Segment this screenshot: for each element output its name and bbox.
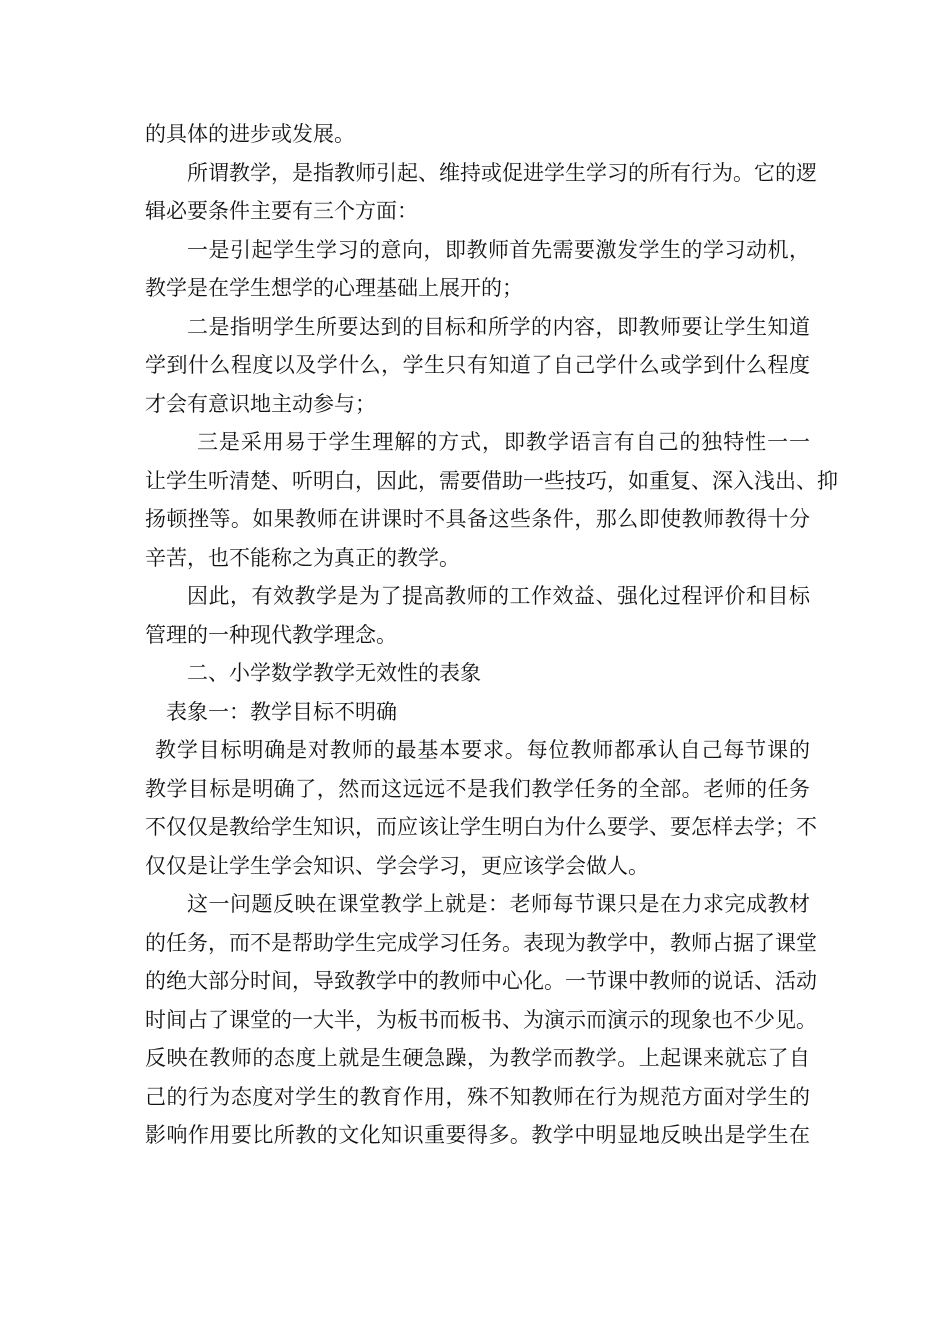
text-line: 扬顿挫等。如果教师在讲课时不具备这些条件，那么即使教师教得十分 <box>145 507 810 531</box>
text-line: 因此，有效教学是为了提高教师的工作效益、强化过程评价和目标 <box>187 584 810 608</box>
text-line: 不仅仅是教给学生知识，而应该让学生明白为什么要学、要怎样去学；不 <box>145 815 817 839</box>
subsection-heading: 表象一：教学目标不明确 <box>166 699 397 724</box>
text-line: 反映在教师的态度上就是生硬急躁，为教学而教学。上起课来就忘了自 <box>145 1046 810 1070</box>
text-line: 管理的一种现代教学理念。 <box>145 622 397 647</box>
text-line: 时间占了课堂的一大半，为板书而板书、为演示而演示的现象也不少见。 <box>145 1007 817 1032</box>
text-line: 教学目标是明确了，然而这远远不是我们教学任务的全部。老师的任务 <box>145 776 810 801</box>
text-line: 己的行为态度对学生的教育作用，殊不知教师在行为规范方面对学生的 <box>145 1084 810 1109</box>
text-line: 的绝大部分时间，导致教学中的教师中心化。一节课中教师的说话、活动 <box>145 969 817 993</box>
text-line: 的任务，而不是帮助学生完成学习任务。表现为教学中，教师占据了课堂 <box>145 930 817 955</box>
section-heading: 二、小学数学教学无效性的表象 <box>187 661 481 685</box>
text-line: 教学目标明确是对教师的最基本要求。每位教师都承认自己每节课的 <box>155 738 810 762</box>
body-text <box>145 115 838 1155</box>
text-line: 二是指明学生所要达到的目标和所学的内容，即教师要让学生知道 <box>187 314 810 339</box>
text-line: 仅仅是让学生学会知识、学会学习，更应该学会做人。 <box>145 853 649 878</box>
text-line: 的具体的进步或发展。 <box>145 122 355 146</box>
text-line: 一是引起学生学习的意向，即教师首先需要激发学生的学习动机， <box>187 237 810 262</box>
text-line: 三是采用易于学生理解的方式，即教学语言有自己的独特性一一 <box>197 430 810 454</box>
text-line: 学到什么程度以及学什么，学生只有知道了自己学什么或学到什么程度 <box>145 353 810 377</box>
text-line: 辛苦，也不能称之为真正的教学。 <box>145 545 460 570</box>
text-line: 影响作用要比所教的文化知识重要得多。教学中明显地反映出是学生在 <box>145 1123 810 1147</box>
text-line: 这一问题反映在课堂教学上就是：老师每节课只是在力求完成教材 <box>187 892 810 916</box>
text-line: 辑必要条件主要有三个方面： <box>145 199 418 223</box>
text-line: 教学是在学生想学的心理基础上展开的； <box>145 276 523 300</box>
text-line: 所谓教学，是指教师引起、维持或促进学生学习的所有行为。它的逻 <box>187 160 817 185</box>
text-line: 才会有意识地主动参与； <box>145 391 376 416</box>
text-line: 让学生听清楚、听明白，因此，需要借助一些技巧，如重复、深入浅出、抑 <box>145 468 838 493</box>
